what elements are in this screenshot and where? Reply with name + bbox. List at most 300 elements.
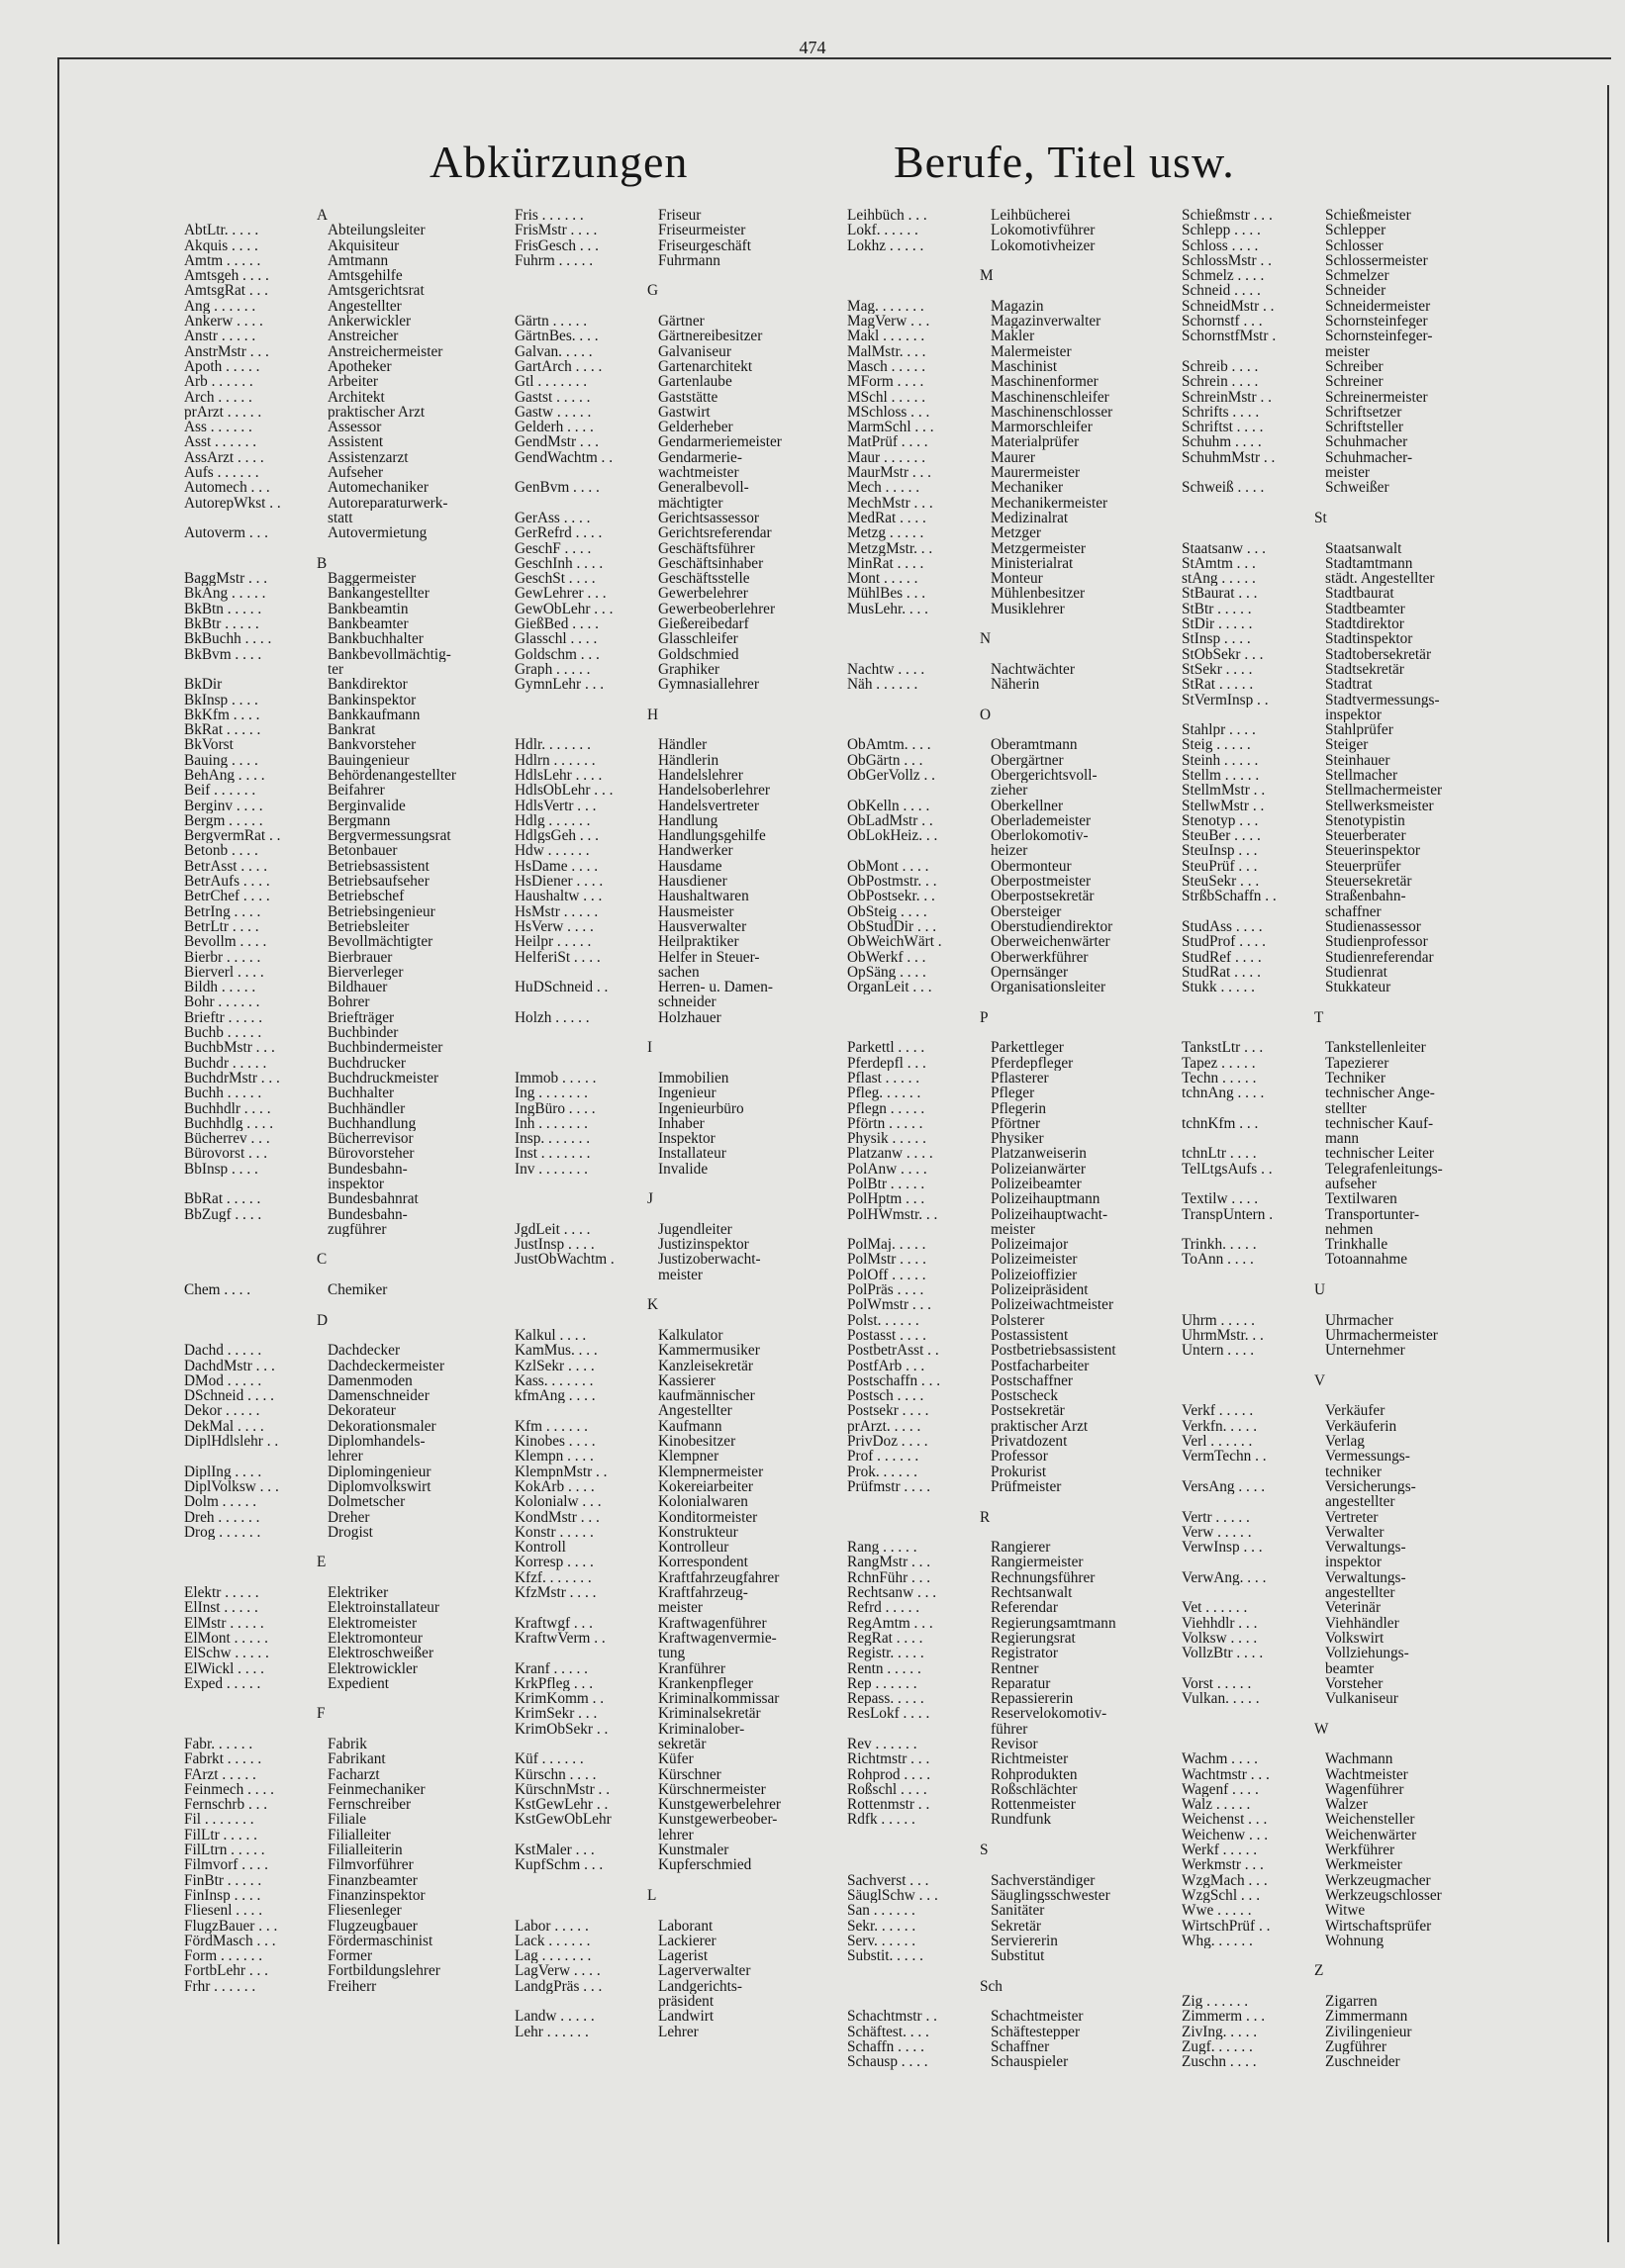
definition: Straßenbahn- <box>1325 889 1406 904</box>
spacer <box>847 1994 1179 2009</box>
definition: Schlosser <box>1325 237 1384 253</box>
definition: Postschaffner <box>991 1372 1073 1389</box>
abbreviation: prArzt. . . . . <box>847 1418 921 1435</box>
abbreviation-entry <box>184 1903 516 1918</box>
abbreviation-entry <box>184 223 516 237</box>
abbreviation-entry <box>1182 1631 1513 1646</box>
abbreviation: Roßschl . . . . <box>847 1781 927 1798</box>
abbreviation-entry <box>847 405 1179 420</box>
spacer <box>184 1328 516 1343</box>
abbreviation-entry <box>1182 965 1513 980</box>
spacer <box>847 253 1179 268</box>
definition: Fortbildungslehrer <box>328 1963 440 1979</box>
abbreviation: KondMstr . . . <box>515 1509 600 1525</box>
abbreviation: KzlSekr . . . . <box>515 1358 595 1373</box>
abbreviation-entry <box>847 1343 1179 1358</box>
abbreviation-entry <box>184 662 516 677</box>
abbreviation: Gärtn . . . . . <box>515 314 588 330</box>
definition: Gendarmeriemeister <box>658 434 782 450</box>
definition: Roßschlächter <box>991 1781 1078 1798</box>
definition: Studienprofessor <box>1325 934 1428 950</box>
definition: Friseurgeschäft <box>658 237 752 253</box>
definition: wachtmeister <box>658 465 739 481</box>
definition: Elektrowickler <box>328 1660 418 1676</box>
abbreviation-entry <box>1182 1313 1513 1328</box>
abbreviation: Schäftest. . . . <box>847 2024 929 2039</box>
definition: Kriminalsekretär <box>658 1706 761 1722</box>
abbreviation-entry <box>847 2009 1179 2024</box>
abbreviation-entry <box>184 1751 516 1766</box>
abbreviation: PolMaj. . . . . <box>847 1237 926 1253</box>
spacer <box>847 647 1179 662</box>
abbreviation-entry <box>184 1843 516 1857</box>
definition: Steuerberater <box>1325 828 1406 844</box>
definition: Metzger <box>991 525 1041 541</box>
abbreviation: Anstr . . . . . <box>184 329 256 344</box>
abbreviation: Feinmech . . . . <box>184 1781 274 1798</box>
definition: Kupferschmied <box>658 1857 752 1873</box>
abbreviation-entry <box>515 1268 846 1282</box>
abbreviation: LagVerw . . . . <box>515 1963 601 1979</box>
definition: Dachdeckermeister <box>328 1358 445 1373</box>
abbreviation-entry <box>515 1101 846 1116</box>
abbreviation-entry <box>1182 1086 1513 1100</box>
definition: Staatsanwalt <box>1325 540 1402 556</box>
abbreviation: MSchl . . . . . <box>847 389 926 405</box>
definition: Fuhrmann <box>658 252 720 269</box>
definition: Vertreter <box>1325 1509 1379 1525</box>
abbreviation: PolPräs . . . . <box>847 1282 924 1298</box>
abbreviation-entry <box>515 480 846 495</box>
abbreviation-entry <box>515 737 846 752</box>
abbreviation: HuDSchneid . . <box>515 980 609 995</box>
abbreviation-entry <box>515 631 846 646</box>
abbreviation-entry <box>847 768 1179 783</box>
abbreviation: SchuhmMstr . . <box>1182 449 1276 466</box>
abbreviation-entry <box>1182 1252 1513 1267</box>
abbreviation-entry <box>515 662 846 677</box>
abbreviation <box>1182 1585 1325 1600</box>
definition: Assistenzarzt <box>328 449 409 466</box>
abbreviation: Schaffn . . . . <box>847 2038 924 2055</box>
definition: Angestellter <box>658 1403 732 1419</box>
abbreviation: ObStudDir . . . <box>847 918 937 935</box>
abbreviation-column-4 <box>1182 208 1513 2070</box>
definition: Gastwirt <box>658 404 711 421</box>
definition: Obergärtner <box>991 752 1064 768</box>
abbreviation: Akquis . . . . <box>184 237 258 253</box>
abbreviation-entry <box>515 238 846 253</box>
abbreviation-entry <box>1182 904 1513 919</box>
definition: Amtsgehilfe <box>328 268 403 284</box>
abbreviation: Mag. . . . . . . <box>847 298 924 315</box>
abbreviation: ElMont . . . . . <box>184 1630 268 1647</box>
definition: angestellter <box>1325 1494 1395 1510</box>
definition: Geschäftsinhaber <box>658 555 764 572</box>
abbreviation-entry <box>515 1857 846 1872</box>
definition: Vollziehungs- <box>1325 1646 1409 1661</box>
abbreviation: Leihbüch . . . <box>847 208 927 224</box>
abbreviation: GeschF . . . . <box>515 540 592 556</box>
abbreviation-entry <box>847 1888 1179 1903</box>
abbreviation: Nachtw . . . . <box>847 661 925 678</box>
definition: Pflegerin <box>991 1100 1047 1116</box>
abbreviation-entry <box>184 1737 516 1751</box>
abbreviation-entry <box>847 1191 1179 1206</box>
definition: Gelderheber <box>658 420 733 435</box>
abbreviation-entry <box>515 1434 846 1449</box>
definition: Justizinspektor <box>658 1237 749 1253</box>
definition: Fördermaschinist <box>328 1933 433 1949</box>
abbreviation: Hdlrn . . . . . . <box>515 752 596 768</box>
abbreviation-entry <box>515 1010 846 1025</box>
definition: Schneidermeister <box>1325 298 1431 315</box>
abbreviation: BetrChef . . . . <box>184 889 270 904</box>
abbreviation-entry <box>184 1191 516 1206</box>
definition: Stellmachermeister <box>1325 783 1443 799</box>
definition: Stadtvermessungs- <box>1325 692 1440 708</box>
abbreviation-entry <box>184 904 516 919</box>
abbreviation-entry <box>515 1222 846 1237</box>
abbreviation-entry <box>847 1222 1179 1237</box>
abbreviation-entry <box>1182 1661 1513 1676</box>
abbreviation-entry <box>847 980 1179 994</box>
definition: Verkäuferin <box>1325 1418 1397 1435</box>
abbreviation: Fliesenl . . . . <box>184 1903 263 1919</box>
definition: Ingenieurbüro <box>658 1100 744 1116</box>
abbreviation-entry <box>515 1373 846 1388</box>
definition: Helfer in Steuer- <box>658 949 760 965</box>
section-letter: Sch <box>980 1977 1003 1995</box>
abbreviation-entry <box>515 1616 846 1631</box>
abbreviation: Bücherrev . . . <box>184 1131 270 1147</box>
definition: Medizinalrat <box>991 510 1069 526</box>
abbreviation-entry <box>847 1676 1179 1691</box>
definition: Betriebsaufseher <box>328 874 430 890</box>
abbreviation: Verl . . . . . . <box>1182 1434 1253 1450</box>
abbreviation: Hdw . . . . . . <box>515 843 590 859</box>
definition: Graphiker <box>658 661 720 678</box>
definition: Wachtmeister <box>1325 1766 1408 1782</box>
definition: Werkmeister <box>1325 1857 1402 1873</box>
abbreviation-entry <box>1182 1040 1513 1055</box>
abbreviation-entry <box>847 223 1179 237</box>
abbreviation: Buchhdlr . . . . <box>184 1100 271 1116</box>
abbreviation: FlugzBauer . . . <box>184 1918 278 1934</box>
abbreviation: Goldschm . . . <box>515 646 600 662</box>
abbreviation: MForm . . . . <box>847 374 924 390</box>
abbreviation-entry <box>1182 314 1513 329</box>
abbreviation: Registr. . . . . <box>847 1646 924 1661</box>
abbreviation-entry <box>515 511 846 525</box>
abbreviation-entry <box>515 1555 846 1569</box>
abbreviation-entry <box>847 1782 1179 1797</box>
spacer <box>515 1056 846 1071</box>
abbreviation-entry <box>1182 1525 1513 1540</box>
abbreviation: Schreib . . . . <box>1182 358 1259 375</box>
definition: Hausdiener <box>658 874 727 890</box>
definition: Ministerialrat <box>991 555 1074 572</box>
abbreviation: Berginv . . . . <box>184 798 263 813</box>
definition: Schreiber <box>1325 358 1384 375</box>
abbreviation-entry <box>184 1388 516 1403</box>
abbreviation-entry <box>184 799 516 813</box>
abbreviation: Schweiß . . . . <box>1182 480 1265 496</box>
abbreviation-entry <box>847 1116 1179 1131</box>
abbreviation: PostfArb . . . <box>847 1358 925 1373</box>
definition: lehrer <box>328 1449 363 1465</box>
definition: Hausdame <box>658 858 722 875</box>
abbreviation: BkBvm . . . . <box>184 646 262 662</box>
abbreviation-entry <box>515 525 846 540</box>
definition: Bevollmächtigter <box>328 934 433 950</box>
definition: Betriebschef <box>328 889 405 904</box>
abbreviation-entry <box>184 889 516 903</box>
section-letter: L <box>647 1886 657 1904</box>
spacer <box>847 722 1179 737</box>
abbreviation-entry <box>515 223 846 237</box>
definition: Postbetriebsassistent <box>991 1343 1116 1359</box>
abbreviation: Lehr . . . . . . <box>515 2024 589 2039</box>
definition: Verwalter <box>1325 1524 1385 1541</box>
abbreviation: JgdLeit . . . . <box>515 1221 591 1238</box>
abbreviation-entry <box>1182 586 1513 601</box>
abbreviation: BkBtr . . . . . <box>184 616 259 632</box>
definition: Elektroschweißer <box>328 1646 434 1661</box>
definition: Gärtner <box>658 314 705 330</box>
definition: Polizeimajor <box>991 1237 1069 1253</box>
abbreviation-entry <box>515 768 846 783</box>
abbreviation-entry <box>184 1857 516 1872</box>
definition: kaufmännischer <box>658 1388 755 1404</box>
definition: mächtigter <box>658 495 723 511</box>
abbreviation-entry <box>515 616 846 631</box>
definition: Laborant <box>658 1918 714 1934</box>
definition: Schornsteinfeger <box>1325 314 1428 330</box>
abbreviation-entry <box>1182 1676 1513 1691</box>
abbreviation: Buchhdlg . . . . <box>184 1115 274 1132</box>
abbreviation-entry <box>184 405 516 420</box>
abbreviation-entry <box>184 1661 516 1676</box>
abbreviation: Schornstf . . . <box>1182 314 1263 330</box>
abbreviation-entry <box>1182 1812 1513 1827</box>
page-title-left: Abkürzungen <box>430 137 689 187</box>
abbreviation-entry <box>184 994 516 1009</box>
definition: Polizeimeister <box>991 1252 1078 1268</box>
spacer <box>184 1237 516 1252</box>
abbreviation: Stellm . . . . . <box>1182 767 1260 784</box>
definition: Stadtbaurat <box>1325 586 1394 602</box>
abbreviation: StrßbSchaffn . . <box>1182 889 1277 904</box>
definition: Polizeibeamter <box>991 1177 1082 1192</box>
abbreviation-entry <box>1182 631 1513 646</box>
abbreviation-entry <box>1182 1857 1513 1872</box>
abbreviation: FArzt . . . . . <box>184 1766 256 1782</box>
definition: Volkswirt <box>1325 1630 1385 1647</box>
definition: Friseurmeister <box>658 223 746 238</box>
abbreviation-entry <box>515 919 846 934</box>
definition: Witwe <box>1325 1903 1366 1919</box>
definition: Kunstgewerbelehrer <box>658 1797 782 1813</box>
abbreviation-entry <box>184 1812 516 1827</box>
definition: sachen <box>658 964 700 981</box>
abbreviation: Elektr . . . . . <box>184 1585 259 1601</box>
abbreviation-entry <box>847 1282 1179 1297</box>
abbreviation: Werkf . . . . . <box>1182 1843 1258 1858</box>
abbreviation: Form . . . . . . <box>184 1948 263 1964</box>
abbreviation-entry <box>1182 1237 1513 1252</box>
abbreviation-entry <box>184 238 516 253</box>
abbreviation-entry <box>847 556 1179 571</box>
abbreviation: Steinh . . . . . <box>1182 752 1259 768</box>
definition: Studienassessor <box>1325 918 1421 935</box>
abbreviation-entry <box>515 314 846 329</box>
definition: Vorsteher <box>1325 1675 1384 1692</box>
abbreviation: TankstLtr . . . <box>1182 1040 1264 1056</box>
abbreviation <box>1182 904 1325 919</box>
abbreviation-entry <box>1182 799 1513 813</box>
definition: Postscheck <box>991 1388 1058 1404</box>
definition: statt <box>328 510 353 526</box>
definition: Betriebsassistent <box>328 858 430 875</box>
abbreviation: StDir . . . . . <box>1182 616 1253 632</box>
abbreviation: StudRat . . . . <box>1182 964 1261 981</box>
abbreviation-entry <box>847 1616 1179 1631</box>
definition: Steuerprüfer <box>1325 858 1401 875</box>
definition: Musiklehrer <box>991 601 1065 617</box>
spacer <box>1182 1948 1513 1963</box>
abbreviation-entry <box>847 1934 1179 1948</box>
abbreviation: StObSekr . . . <box>1182 646 1264 662</box>
definition: Galvaniseur <box>658 343 731 359</box>
abbreviation-entry <box>847 828 1179 843</box>
abbreviation-entry <box>1182 919 1513 934</box>
definition: Schuhmacher- <box>1325 449 1413 466</box>
definition: Steinhauer <box>1325 752 1390 768</box>
abbreviation: Heilpr . . . . . <box>515 934 592 950</box>
abbreviation: RchnFühr . . . <box>847 1569 931 1586</box>
abbreviation-entry <box>1182 1116 1513 1131</box>
abbreviation-entry <box>1182 1828 1513 1843</box>
abbreviation-entry <box>847 753 1179 768</box>
abbreviation: Postasst . . . . <box>847 1327 926 1344</box>
definition: Filialleiter <box>328 1827 391 1843</box>
abbreviation-entry <box>1182 1585 1513 1600</box>
abbreviation: Makl . . . . . . <box>847 329 925 344</box>
definition: Oberamtmann <box>991 737 1078 753</box>
definition: Bankkaufmann <box>328 707 421 723</box>
definition: Wachmann <box>1325 1751 1393 1767</box>
spacer <box>847 693 1179 708</box>
abbreviation: GartArch . . . . <box>515 358 603 375</box>
spacer <box>184 1268 516 1282</box>
abbreviation: Ass . . . . . . <box>184 420 252 435</box>
abbreviation-entry <box>184 677 516 692</box>
abbreviation-entry <box>515 1600 846 1615</box>
abbreviation-entry <box>515 647 846 662</box>
abbreviation-entry <box>847 1767 1179 1782</box>
abbreviation-entry <box>847 314 1179 329</box>
abbreviation <box>1182 1661 1325 1676</box>
abbreviation: Walz . . . . . <box>1182 1797 1251 1813</box>
spacer <box>1182 1268 1513 1282</box>
definition: Fernschreiber <box>328 1797 412 1813</box>
definition: Rechtsanwalt <box>991 1585 1073 1601</box>
definition: Walzer <box>1325 1797 1368 1813</box>
abbreviation: KstGewLehr . . <box>515 1797 609 1813</box>
abbreviation-entry <box>515 496 846 511</box>
abbreviation-entry <box>847 344 1179 359</box>
definition: Magazin <box>991 298 1044 315</box>
section-letter: N <box>980 630 992 648</box>
definition: Rangierer <box>991 1540 1051 1556</box>
abbreviation-entry <box>1182 753 1513 768</box>
definition: Rangiermeister <box>991 1555 1084 1570</box>
abbreviation-entry <box>184 1086 516 1100</box>
spacer <box>847 1963 1179 1978</box>
spacer <box>1182 496 1513 511</box>
definition: Handelsvertreter <box>658 798 759 813</box>
abbreviation-entry <box>847 1570 1179 1585</box>
definition: Feinmechaniker <box>328 1781 426 1798</box>
abbreviation-entry <box>515 1465 846 1479</box>
abbreviation-entry <box>1182 1207 1513 1222</box>
abbreviation-entry <box>184 1494 516 1509</box>
definition: Geschäftsstelle <box>658 571 750 587</box>
abbreviation: BetrAufs . . . . <box>184 874 270 890</box>
abbreviation-entry <box>184 450 516 465</box>
abbreviation: Rechtsanw . . . <box>847 1585 937 1601</box>
abbreviation-entry <box>847 390 1179 405</box>
definition: Hausverwalter <box>658 918 747 935</box>
abbreviation: KürschnMstr . . <box>515 1781 611 1798</box>
definition: Reservelokomotiv- <box>991 1706 1107 1722</box>
abbreviation-entry <box>1182 2039 1513 2054</box>
abbreviation <box>515 465 658 480</box>
abbreviation-entry <box>515 1691 846 1706</box>
abbreviation: MühlBes . . . <box>847 586 926 602</box>
abbreviation: JustObWachtm . <box>515 1252 615 1268</box>
abbreviation: Lokhz . . . . . <box>847 237 924 253</box>
abbreviation-entry <box>515 950 846 965</box>
abbreviation-entry <box>184 1465 516 1479</box>
abbreviation: Trinkh. . . . . <box>1182 1237 1257 1253</box>
abbreviation-entry <box>515 874 846 889</box>
abbreviation-entry <box>184 253 516 268</box>
abbreviation: ElMstr . . . . . <box>184 1615 264 1631</box>
spacer <box>847 616 1179 631</box>
abbreviation-entry <box>847 1646 1179 1660</box>
spacer <box>1182 994 1513 1009</box>
abbreviation-entry <box>515 1646 846 1660</box>
abbreviation: AbtLtr. . . . . <box>184 223 259 238</box>
abbreviation-entry <box>1182 420 1513 434</box>
abbreviation: kfmAng . . . . <box>515 1388 596 1404</box>
abbreviation: Postschaffn . . . <box>847 1372 941 1389</box>
abbreviation: Sekr. . . . . . <box>847 1918 916 1934</box>
definition: Bücherrevisor <box>328 1131 414 1147</box>
abbreviation-entry <box>515 1767 846 1782</box>
abbreviation-entry <box>184 1162 516 1177</box>
abbreviation-entry <box>1182 889 1513 903</box>
definition: Oberwerkführer <box>991 949 1089 965</box>
definition: Transportunter- <box>1325 1206 1420 1222</box>
definition: tung <box>658 1646 686 1661</box>
abbreviation: Schneid . . . . <box>1182 283 1261 299</box>
definition: Assessor <box>328 420 382 435</box>
spacer <box>515 1282 846 1297</box>
definition: Verwaltungs- <box>1325 1540 1406 1556</box>
